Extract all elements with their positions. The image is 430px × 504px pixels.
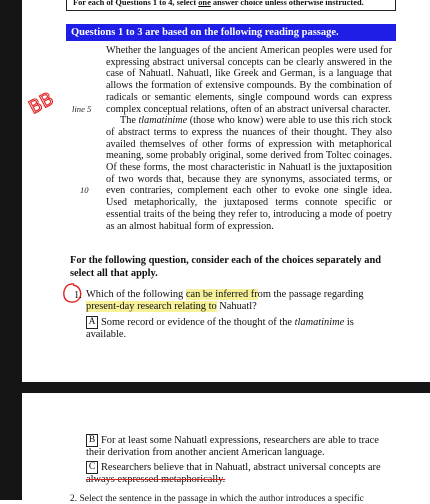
next-question-partial: 2. Select the sentence in the passage in which the author introduces a specific (70, 494, 364, 504)
choice-c[interactable]: C Researchers believe that in Nahuatl, abstract universal concepts are always expressed metaphorically. (86, 461, 381, 485)
left-margin-bar-lower (0, 393, 22, 500)
checkbox-a[interactable]: A (86, 316, 98, 329)
reading-passage (106, 45, 392, 232)
page-divider (0, 382, 430, 393)
question-1-text: Which of the following can be inferred from the passage regarding present-day research relating to Nahuatl? (86, 289, 364, 312)
question-instruction: For the following question, consider each of the choices separately and select all that apply. (70, 255, 382, 279)
svg-text:BB: BB (25, 88, 58, 119)
checkbox-b[interactable]: B (86, 434, 98, 447)
top-instruction: For each of Questions 1 to 4, select one answer choice unless otherwise instructed. (66, 0, 396, 11)
line-number-10: 10 (80, 185, 89, 195)
passage-banner: Questions 1 to 3 are based on the following reading passage. (66, 24, 396, 41)
handwritten-circle (60, 280, 86, 306)
passage-paragraph-1: Whether the languages of the ancient American peoples were used for expressing abstract universal concepts can be clearly answered in the case of Nahuatl. Nahuatl, like Greek and German, is a language that allows the formation of extensive compounds. By the combination of radicals or semantic elements, single compound words can express complex conceptual relations, often of an abstract universal character. (106, 45, 392, 115)
checkbox-c[interactable]: C (86, 461, 98, 474)
left-margin-bar (0, 0, 22, 382)
handwritten-annotation (25, 86, 58, 119)
passage-paragraph-2: The tlamatinime (those who know) were able to use this rich stock of abstract terms to express the nuances of their thought. They also availed themselves of other forms of expression with metaphorical meaning, some probably original, some derived from Toltec coinages. Of these forms, the most characteristic in Nahuatl is the juxtaposition of two words that, because they are synonyms, associated terms, or even contraries, complement each other to evoke one single idea. Used metaphorically, the juxtaposed terms connote specific or essential traits of the being they refer to, introducing a mode of poetry as an almost habitual form of expression. (106, 115, 392, 232)
line-number-5: line 5 (72, 104, 92, 114)
question-number: 1. (74, 290, 82, 301)
choice-a[interactable]: A Some record or evidence of the thought of the tlamatinime is available. (86, 316, 354, 340)
choice-b[interactable]: B For at least some Nahuatl expressions, researchers are able to trace their derivation from another ancient American language. (86, 434, 379, 458)
